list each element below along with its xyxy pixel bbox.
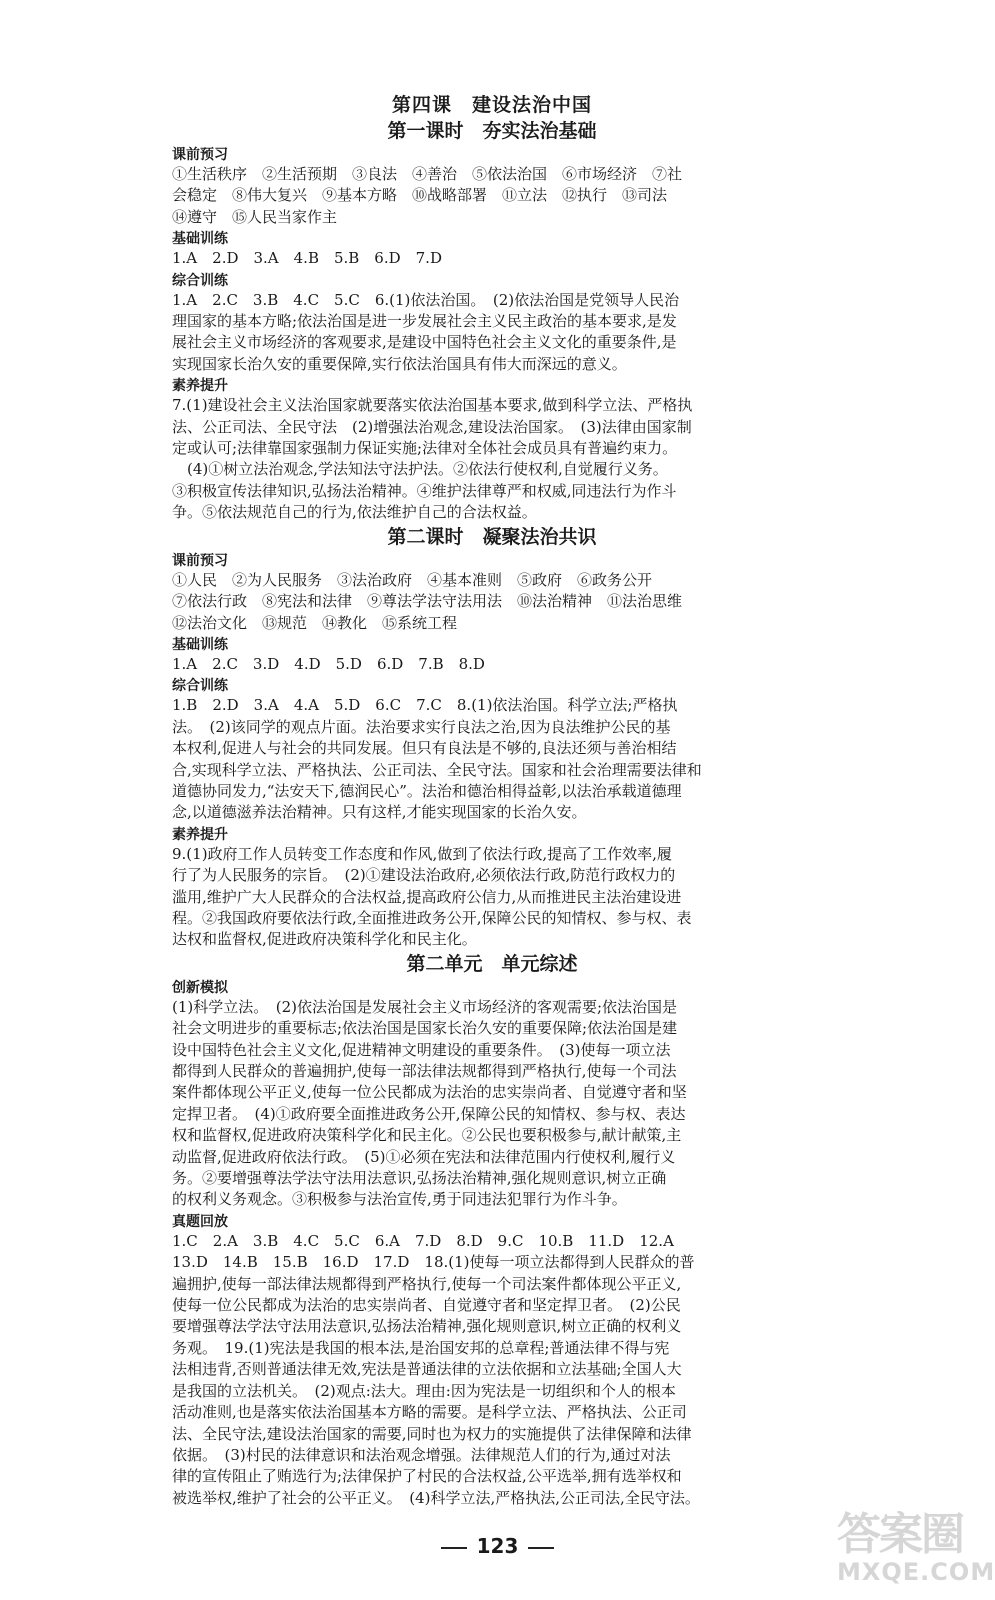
- text-line: 9.(1)政府工作人员转变工作态度和作风,做到了依法行政,提高了工作效率,履: [172, 844, 672, 863]
- text-line: ①人民 ②为人民服务 ③法治政府 ④基本准则 ⑤政府 ⑥政务公开: [172, 570, 653, 589]
- label-preview-2: 课前预习: [172, 552, 228, 569]
- text-line: 7.(1)建设社会主义法治国家就要落实依法治国基本要求,做到科学立法、严格执: [172, 396, 693, 415]
- section-title-part2: 第二课时 凝聚法治共识: [387, 525, 597, 548]
- text-line: 道德协同发力,“法安天下,德润民心”。法治和德治相得益彰,以法治承载道德理: [172, 781, 682, 800]
- text-line: 法相违背,否则普通法律无效,宪法是普通法律的立法依据和立法基础;全国人大: [172, 1360, 682, 1379]
- text-line: 都得到人民群众的普遍拥护,使每一部法律法规都得到严格执行,使每一个司法: [172, 1062, 677, 1080]
- label-comprehensive-1: 综合训练: [172, 272, 228, 289]
- text-line: 法。 (2)该同学的观点片面。法治要求实行良法之治,因为良法维护公民的基: [172, 717, 671, 736]
- text-line: 理国家的基本方略;依法治国是进一步发展社会主义民主政治的基本要求,是发: [172, 312, 677, 331]
- section-title-part1: 第一课时 夯实法治基础: [387, 120, 597, 142]
- text-line: 权和监督权,促进政府决策科学化和民主化。②公民也要积极参与,献计献策,主: [172, 1126, 682, 1145]
- unit-title: 第二单元 单元综述: [406, 952, 578, 975]
- lesson-title: 第四课 建设法治中国: [391, 94, 592, 116]
- text-line: 定或认可;法律靠国家强制力保证实施;法律对全体社会成员具有普遍约束力。: [172, 439, 678, 458]
- text-line: 1.A 2.C 3.B 4.C 5.C 6.(1)依法治国。 (2)依法治国是党领导人民治: [172, 290, 680, 309]
- footer-dash-left: [441, 1547, 467, 1549]
- text-line: 实现国家长治久安的重要保障,实行依法治国具有伟大而深远的意义。: [172, 354, 627, 373]
- text-line: 务。②要增强尊法学法守法用法意识,弘扬法治精神,强化规则意识,树立正确: [172, 1169, 667, 1188]
- page-number: 123: [476, 1534, 519, 1558]
- text-line: 使每一位公民都成为法治的忠实崇尚者、自觉遵守者和坚定捍卫者。 (2)公民: [172, 1296, 681, 1315]
- text-line: ①生活秩序 ②生活预期 ③良法 ④善治 ⑤依法治国 ⑥市场经济 ⑦社: [172, 165, 683, 183]
- text-line: 案件都体现公平正义,使每一位公民都成为法治的忠实崇尚者、自觉遵守者和坚: [172, 1083, 687, 1102]
- text-line: 是我国的立法机关。 (2)观点:法大。理由:因为宪法是一切组织和个人的根本: [172, 1381, 676, 1400]
- text-line: 遍拥护,使每一部法律法规都得到严格执行,使每一个司法案件都体现公平正义,: [172, 1274, 682, 1293]
- text-line: ⑦依法行政 ⑧宪法和法律 ⑨尊法学法守法用法 ⑩法治精神 ⑪法治思维: [172, 592, 683, 611]
- text-line: 活动准则,也是落实依法治国基本方略的需要。是科学立法、严格执法、公正司: [172, 1403, 687, 1422]
- text-line: 1.A 2.D 3.A 4.B 5.B 6.D 7.D: [172, 249, 442, 268]
- text-line: 被选举权,维护了社会的公平正义。 (4)科学立法,严格执法,公正司法,全民守法。: [172, 1488, 700, 1507]
- label-innovation: 创新模拟: [172, 979, 228, 996]
- text-line: 1.B 2.D 3.A 4.A 5.D 6.C 7.C 8.(1)依法治国。科学立法;严格执: [172, 696, 678, 715]
- text-line: 法、公正司法、全民守法 (2)增强法治观念,建设法治国家。 (3)法律由国家制: [172, 417, 692, 436]
- text-line: 13.D 14.B 15.B 16.D 17.D 18.(1)使每一项立法都得到人民群众的普: [172, 1253, 695, 1272]
- text-line: 滥用,维护广大人民群众的合法权益,提高政府公信力,从而推进民主法治建设进: [172, 887, 682, 906]
- text-line: 争。⑤依法规范自己的行为,依法维护自己的合法权益。: [172, 503, 537, 522]
- text-line: 依据。 (3)村民的法律意识和法治观念增强。法律规范人们的行为,通过对法: [172, 1445, 671, 1464]
- text-line: (4)①树立法治观念,学法知法守法护法。②依法行使权利,自觉履行义务。: [172, 460, 668, 479]
- text-line: 社会文明进步的重要标志;依法治国是国家长治久安的重要保障;依法治国是建: [172, 1019, 678, 1038]
- text-line: 念,以道德滋养法治精神。只有这样,才能实现国家的长治久安。: [172, 803, 587, 822]
- text-line: 律的宣传阻止了贿选行为;法律保护了村民的合法权益,公平选举,拥有选举权和: [172, 1467, 682, 1486]
- label-basic-1: 基础训练: [172, 231, 228, 248]
- label-basic-2: 基础训练: [172, 636, 228, 653]
- footer-dash-right: [528, 1547, 554, 1549]
- text-line: (1)科学立法。 (2)依法治国是发展社会主义市场经济的客观需要;依法治国是: [172, 997, 678, 1016]
- label-preview-1: 课前预习: [172, 147, 228, 163]
- watermark-cn: 答案圈: [837, 1509, 963, 1560]
- text-line: 行了为人民服务的宗旨。 (2)①建设法治政府,必须依法行政,防范行政权力的: [172, 866, 676, 885]
- watermark-logo: [837, 1509, 995, 1592]
- text-line: 1.A 2.C 3.D 4.D 5.D 6.D 7.B 8.D: [172, 654, 485, 673]
- text-line: 本权利,促进人与社会的共同发展。但只有良法是不够的,良法还须与善治相结: [172, 739, 677, 758]
- text-line: 1.C 2.A 3.B 4.C 5.C 6.A 7.D 8.D 9.C 10.B 11.D 12.A: [172, 1231, 674, 1250]
- label-improve-1: 素养提升: [172, 378, 228, 395]
- text-line: ③积极宣传法律知识,弘扬法治精神。④维护法律尊严和权威,同违法行为作斗: [172, 481, 677, 500]
- text-line: 要增强尊法学法守法用法意识,弘扬法治精神,强化规则意识,树立正确的权利义: [172, 1317, 682, 1336]
- text-line: 动监督,促进政府依法行政。 (5)①必须在宪法和法律范围内行使权利,履行义: [172, 1147, 676, 1166]
- text-line: 定捍卫者。 (4)①政府要全面推进政务公开,保障公民的知情权、参与权、表达: [172, 1104, 686, 1123]
- label-exam: 真题回放: [172, 1213, 228, 1230]
- label-comprehensive-2: 综合训练: [172, 678, 228, 695]
- text-line: 的权利义务观念。③积极参与法治宣传,勇于同违法犯罪行为作斗争。: [172, 1190, 627, 1209]
- text-line: 达权和监督权,促进政府决策科学化和民主化。: [172, 930, 477, 949]
- text-line: ⑭遵守 ⑮人民当家作主: [172, 207, 338, 226]
- text-line: 合,实现科学立法、严格执法、公正司法、全民守法。国家和社会治理需要法律和: [172, 760, 702, 779]
- answer-page: [172, 92, 812, 1509]
- text-line: 程。②我国政府要依法行政,全面推进政务公开,保障公民的知情权、参与权、表: [172, 908, 692, 927]
- watermark-en: MXQE.COM: [837, 1558, 995, 1586]
- text-line: ⑫法治文化 ⑬规范 ⑭教化 ⑮系统工程: [172, 613, 458, 632]
- text-line: 法、全民守法,建设法治国家的需要,同时也为权力的实施提供了法律保障和法律: [172, 1424, 692, 1443]
- label-improve-2: 素养提升: [172, 826, 228, 843]
- text-line: 会稳定 ⑧伟大复兴 ⑨基本方略 ⑩战略部署 ⑪立法 ⑫执行 ⑬司法: [172, 186, 668, 205]
- text-line: 设中国特色社会主义文化,促进精神文明建设的重要条件。 (3)使每一项立法: [172, 1040, 671, 1059]
- text-line: 展社会主义市场经济的客观要求,是建设中国特色社会主义文化的重要条件,是: [172, 333, 677, 352]
- text-line: 务观。 19.(1)宪法是我国的根本法,是治国安邦的总章程;普通法律不得与宪: [172, 1338, 670, 1357]
